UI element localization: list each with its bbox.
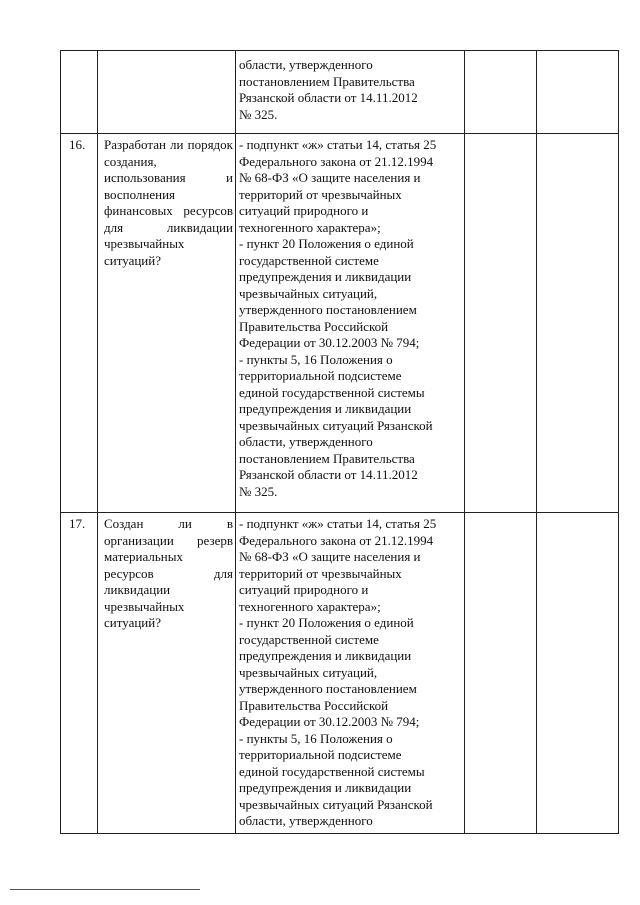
- basis-cell: [236, 51, 465, 134]
- table-row: [61, 513, 619, 834]
- question-cell: [98, 134, 236, 513]
- note-cell: [537, 51, 619, 134]
- basis-text: области, утвержденного постановлением Правительства Рязанской области от 14.11.2012 № 325.: [239, 57, 418, 122]
- question-cell: [98, 513, 236, 834]
- number-cell: [61, 513, 98, 834]
- basis-cell: [236, 134, 465, 513]
- table-row: [61, 51, 619, 134]
- note-cell: [537, 513, 619, 834]
- table-row: [61, 134, 619, 513]
- question-text: Создан ли в организации резерв материальных ресурсов для ликвидации чрезвычайных ситуаций?: [104, 516, 233, 630]
- answer-cell: [465, 51, 537, 134]
- footnote-divider: [10, 889, 200, 890]
- number-cell: [61, 51, 98, 134]
- note-cell: [537, 134, 619, 513]
- basis-cell: [236, 513, 465, 834]
- answer-cell: [465, 513, 537, 834]
- question-cell: [98, 51, 236, 134]
- question-text: Разработан ли порядок создания, использования и восполнения финансовых ресурсов для ликвидации чрезвычайных ситуаций?: [104, 137, 233, 268]
- checklist-table: [60, 50, 619, 834]
- basis-text: - подпункт «ж» статьи 14, статья 25 Федерального закона от 21.12.1994 № 68-ФЗ «О защите населения и территорий от чрезвычайных ситуаций природного и техногенного характера»; - пункт 20 Положения о единой государственной системе предупреждения и ликвидации чрезвычайных ситуаций, утвержденного постановлением Правительства Российской Федерации от 30.12.2003 № 794; - пункты 5, 16 Положения о территориальной подсистеме единой государственной системы предупреждения и ликвидации чрезвычайных ситуаций Рязанской области, утвержденного постановлением Правительства Рязанской области от 14.11.2012 № 325.: [239, 137, 437, 499]
- row-number: 17.: [69, 516, 86, 531]
- row-number: 16.: [69, 137, 86, 152]
- answer-cell: [465, 134, 537, 513]
- number-cell: [61, 134, 98, 513]
- basis-text: - подпункт «ж» статьи 14, статья 25 Федерального закона от 21.12.1994 № 68-ФЗ «О защите населения и территорий от чрезвычайных ситуаций природного и техногенного характера»; - пункт 20 Положения о единой государственной системе предупреждения и ликвидации чрезвычайных ситуаций, утвержденного постановлением Правительства Российской Федерации от 30.12.2003 № 794; - пункты 5, 16 Положения о территориальной подсистеме единой государственной системы предупреждения и ликвидации чрезвычайных ситуаций Рязанской области, утвержденного: [239, 516, 437, 828]
